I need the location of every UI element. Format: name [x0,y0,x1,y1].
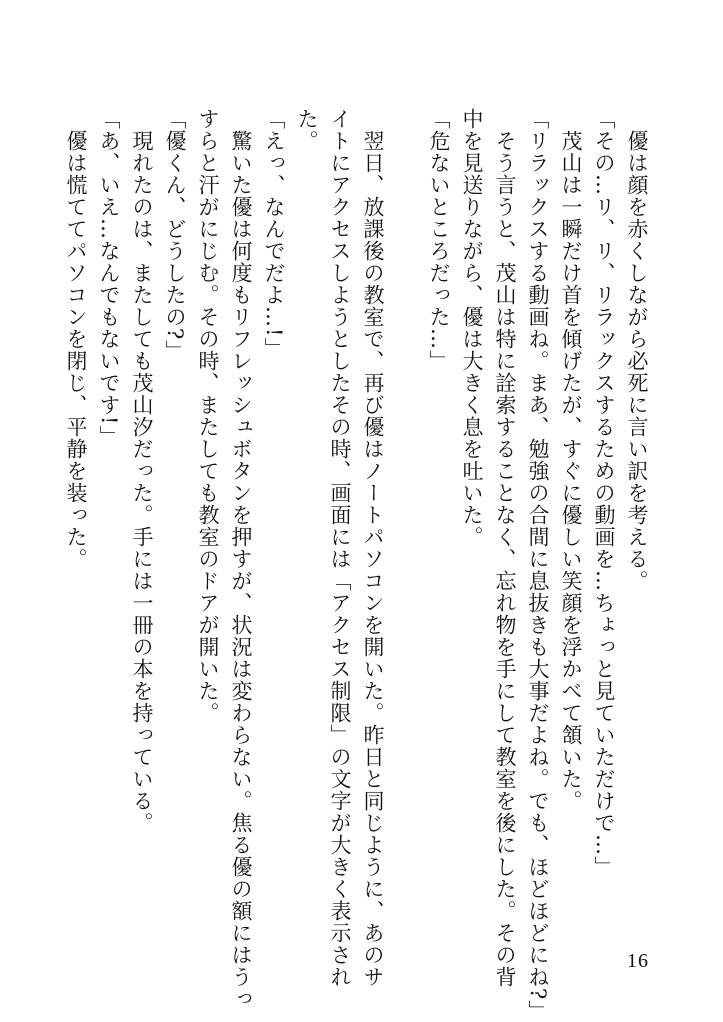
text-line: 優は慌ててパソコンを閉じ、平静を装った。 [64,108,88,570]
text-line: 中を見送りながら、優は大きく息を吐いた。 [460,108,484,548]
text-line: た。 [295,108,319,152]
text-line: 「優くん、どうしたの?」 [163,108,187,363]
text-line: 「あ、いえ…なんでもないです!」 [97,108,121,448]
text-line: 茂山は一瞬だけ首を傾げたが、すぐに優しい笑顔を浮かべて頷いた。 [559,108,583,812]
text-line: 「危ないところだった…」 [427,108,451,372]
text-line: 「その…リ、リ、リラックスするための動画を…ちょっと見ていただけで…」 [592,108,616,878]
text-line: すらと汗がにじむ。その時、またしても教室のドアが開いた。 [196,108,220,724]
text-line: 翌日、放課後の教室で、再び優はノートパソコンを開いた。昨日と同じように、あのサ [361,108,385,988]
text-line: 「えっ、なんでだよ…!」 [262,108,286,360]
text-line: イトにアクセスしようとしたその時、画面には「アクセス制限」の文字が大きく表示され [328,108,352,988]
text-line: そう言うと、茂山は特に詮索することなく、忘れ物を手にして教室を後にした。その背 [493,108,517,988]
page-number: 16 [627,950,649,972]
text-line: 「リラックスする動画ね。まあ、勉強の合間に息抜きも大事だよね。でも、ほどほどにね?」 [526,108,550,1022]
text-line: 驚いた優は何度もリフレッシュボタンを押すが、状況は変わらない。焦る優の額にはうっ [229,108,253,1010]
text-line: 優は顔を赤くしながら必死に言い訳を考える。 [625,108,649,592]
text-line: 現れたのは、またしても茂山汐だった。手には一冊の本を持っている。 [130,108,154,834]
scene-break [389,108,422,928]
